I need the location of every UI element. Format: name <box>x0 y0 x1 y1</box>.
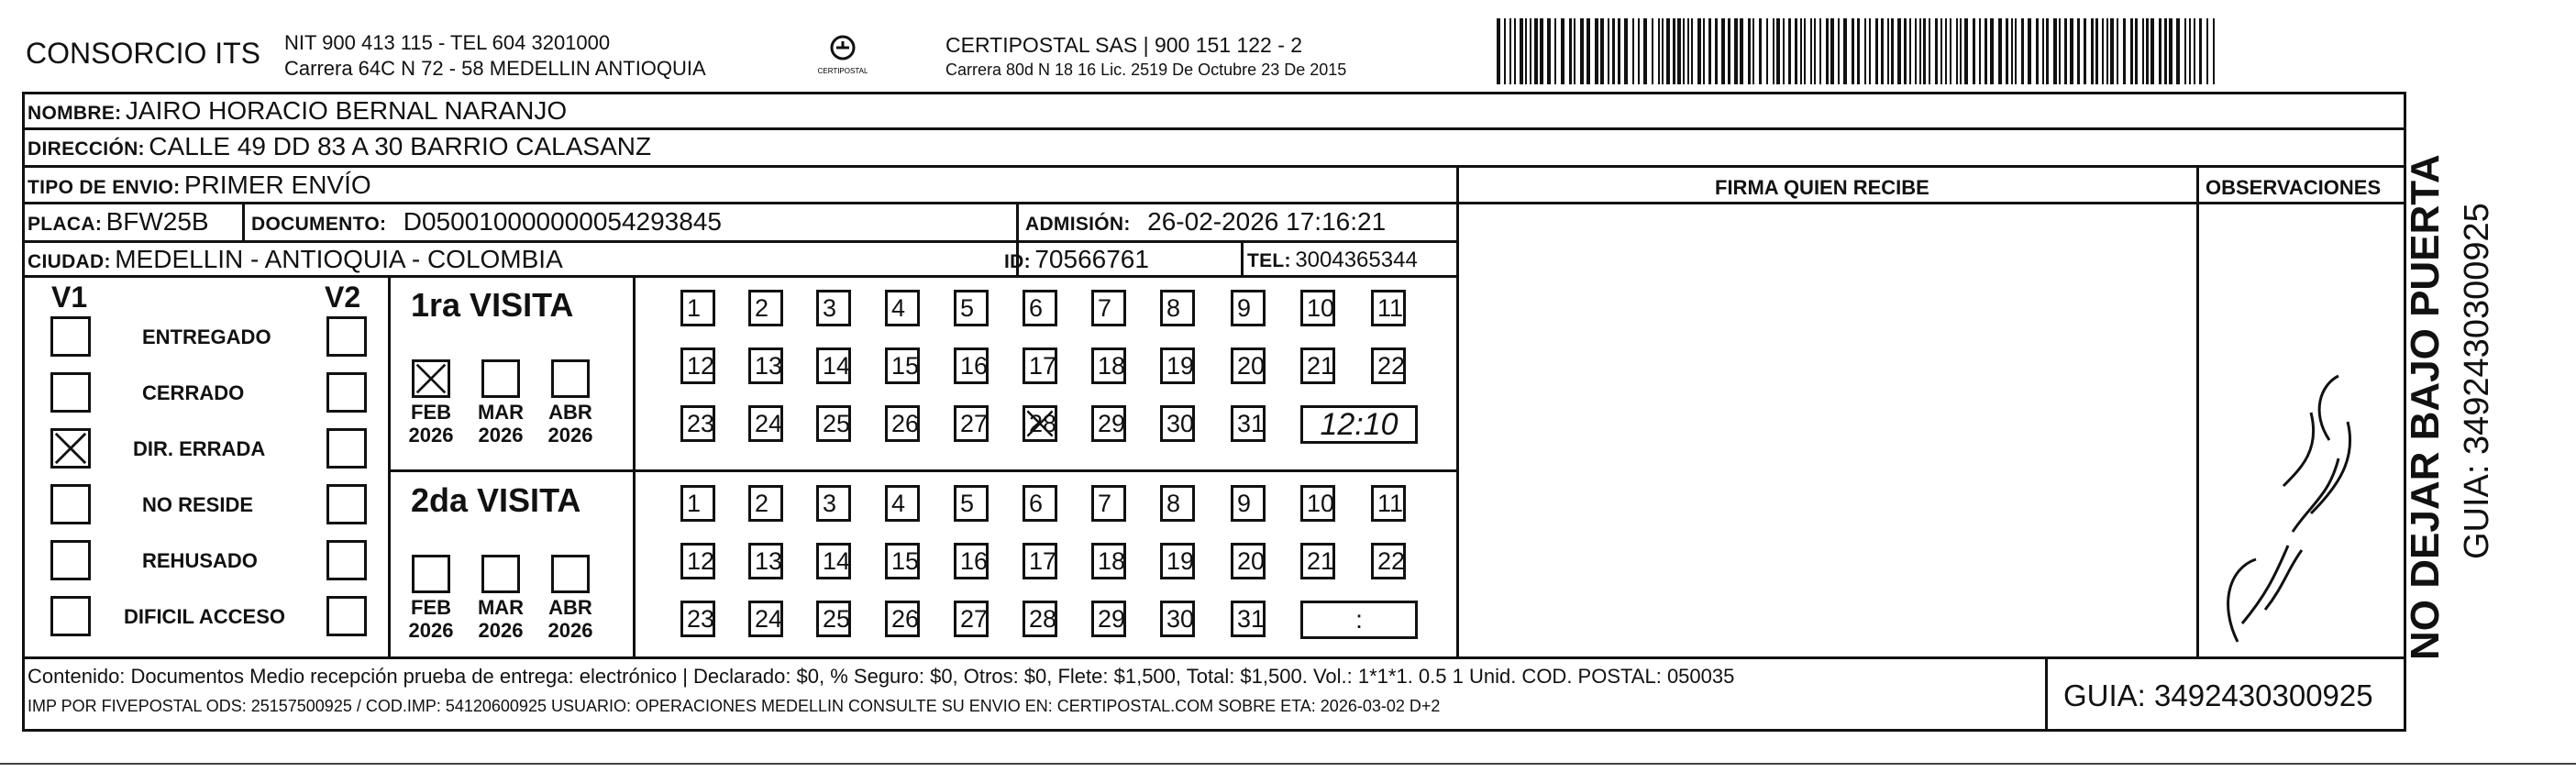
day-box[interactable]: 25 <box>816 405 851 442</box>
day-box[interactable]: 7 <box>1091 485 1126 522</box>
barcode-bar <box>1624 18 1628 84</box>
tipo-field <box>28 171 371 200</box>
tipo-value: PRIMER ENVÍO <box>183 171 371 199</box>
barcode-bar <box>2206 18 2208 84</box>
visit-time-field[interactable]: 12:10 <box>1300 405 1418 444</box>
barcode-bar <box>2064 18 2067 84</box>
barcode-bar <box>1514 18 1516 84</box>
barcode-bar <box>1838 18 1840 84</box>
barcode-bar <box>2194 18 2195 84</box>
barcode-bar <box>1748 18 1751 84</box>
month-label <box>541 596 600 642</box>
barcode-bar <box>1864 18 1866 84</box>
barcode-bar <box>1904 18 1907 84</box>
barcode-bar <box>1703 18 1705 84</box>
barcode-bar <box>1857 18 1860 84</box>
v1-checkbox[interactable] <box>50 540 91 580</box>
barcode-bar <box>1945 18 1947 84</box>
barcode-bar <box>1638 18 1640 84</box>
day-box[interactable]: 20 <box>1231 543 1266 579</box>
v1-checkbox[interactable] <box>50 316 91 357</box>
id-label: ID: <box>1004 251 1031 272</box>
barcode-bar <box>2046 18 2049 84</box>
day-box[interactable]: 12 <box>680 543 715 579</box>
barcode-bar <box>1652 18 1653 84</box>
day-box[interactable]: 17 <box>1023 543 1057 579</box>
barcode-bar <box>1677 18 1681 84</box>
barcode-bar <box>1540 18 1543 84</box>
direccion-label: DIRECCIÓN: <box>28 138 145 160</box>
barcode-bar <box>1715 18 1718 84</box>
barcode-bar <box>1909 18 1911 84</box>
barcode-bar <box>2164 18 2167 84</box>
barcode-bar <box>2042 18 2044 84</box>
day-box[interactable]: 13 <box>748 347 783 384</box>
row-divider <box>22 202 2406 204</box>
barcode-bar <box>1826 18 1829 84</box>
barcode-bar <box>2130 18 2133 84</box>
tel-value: 3004365344 <box>1295 248 1418 272</box>
side-guia: GUIA: 3492430300925 <box>2458 203 2496 559</box>
barcode-bar <box>1618 18 1620 84</box>
day-box[interactable]: 31 <box>1231 601 1266 637</box>
barcode-bar <box>1530 18 1531 84</box>
barcode-bar <box>1956 18 1958 84</box>
firma-header: FIRMA QUIEN RECIBE <box>1715 176 1929 199</box>
barcode-bar <box>1752 18 1754 84</box>
month-name: ABR <box>548 401 592 424</box>
barcode-bar <box>2150 18 2154 84</box>
barcode-bar <box>2077 18 2080 84</box>
day-box[interactable]: 5 <box>954 290 989 326</box>
day-box[interactable]: 1 <box>680 290 715 326</box>
day-box[interactable]: 3 <box>816 290 851 326</box>
v1-checkbox[interactable] <box>50 428 91 469</box>
row-divider <box>22 275 1459 278</box>
row-divider <box>22 127 2406 130</box>
carrier-name: CERTIPOSTAL SAS | 900 151 122 - 2 <box>945 33 1303 57</box>
v2-checkbox[interactable] <box>326 316 367 357</box>
day-box[interactable]: 4 <box>885 485 920 522</box>
month-name: ABR <box>548 596 592 619</box>
month-year: 2026 <box>478 424 524 447</box>
id-field <box>1004 245 1149 274</box>
day-box[interactable]: 7 <box>1091 290 1126 326</box>
status-option-label: REHUSADO <box>142 549 258 572</box>
firma-left-border <box>1456 165 1459 656</box>
day-box[interactable]: 20 <box>1231 347 1266 384</box>
direccion-field <box>28 132 651 161</box>
tel-divider <box>1241 240 1244 275</box>
barcode-bar <box>1643 18 1647 84</box>
barcode-bar <box>1666 18 1670 84</box>
month-name: MAR <box>477 401 525 424</box>
company-nit: NIT 900 413 115 - TEL 604 3201000 <box>284 31 611 54</box>
ciudad-value: MEDELLIN - ANTIOQUIA - COLOMBIA <box>115 245 563 273</box>
barcode-bar <box>1708 18 1711 84</box>
month-year: 2026 <box>547 619 593 642</box>
day-box[interactable]: 28 <box>1023 601 1057 637</box>
direccion-value: CALLE 49 DD 83 A 30 BARRIO CALASANZ <box>149 132 652 160</box>
barcode-bar <box>1795 18 1797 84</box>
placa-field <box>28 207 209 237</box>
month-label <box>471 401 530 447</box>
day-box[interactable]: 24 <box>748 601 783 637</box>
tel-field <box>1247 248 1418 273</box>
month-checkbox[interactable] <box>551 359 590 398</box>
months-divider <box>633 275 636 656</box>
day-box[interactable]: 14 <box>816 347 851 384</box>
barcode-bar <box>1547 18 1551 84</box>
visit-time-field[interactable]: : <box>1300 601 1418 639</box>
documento-label: DOCUMENTO: <box>251 214 387 235</box>
day-box[interactable]: 19 <box>1160 543 1195 579</box>
barcode-bar <box>1658 18 1660 84</box>
day-box[interactable]: 27 <box>954 405 989 442</box>
documento-field <box>251 207 722 237</box>
barcode-bar <box>1759 18 1762 84</box>
v2-checkbox[interactable] <box>326 484 367 524</box>
ciudad-label: CIUDAD: <box>28 251 111 272</box>
month-label <box>541 401 600 447</box>
footer-contenido: Contenido: Documentos Medio recepción prueba de entrega: electrónico | Declarado: $0, % Seguro: $0, Otros: $0, Flete: $1,500, Total: $1,500. Vol.: 1*1*1. 0.5 1 Unid. COD. POSTAL: 050035 <box>28 665 1735 688</box>
barcode-bar <box>1776 18 1780 84</box>
barcode-bar <box>1950 18 1951 84</box>
barcode-bar <box>1766 18 1768 84</box>
barcode-bar <box>1897 18 1901 84</box>
check-mark-icon <box>415 362 448 395</box>
v2-checkbox[interactable] <box>326 428 367 469</box>
day-box[interactable]: 17 <box>1023 347 1057 384</box>
row-divider <box>22 165 2406 168</box>
barcode-bar <box>2123 18 2126 84</box>
month-year: 2026 <box>408 619 454 642</box>
barcode-bar <box>1734 18 1738 84</box>
barcode-bar <box>1814 18 1816 84</box>
barcode-bar <box>2102 18 2104 84</box>
barcode-bar <box>2213 18 2215 84</box>
day-box[interactable]: 11 <box>1371 290 1406 326</box>
day-box[interactable]: 30 <box>1160 405 1195 442</box>
visit-title: 1ra VISITA <box>411 286 574 324</box>
nombre-field <box>28 96 567 126</box>
barcode-bar <box>1979 18 1981 84</box>
month-checkbox[interactable] <box>481 555 520 593</box>
barcode-bar <box>1497 18 1500 84</box>
svg-text:CERTIPOSTAL: CERTIPOSTAL <box>817 67 868 75</box>
barcode-bar <box>2028 18 2031 84</box>
v2-checkbox[interactable] <box>326 596 367 636</box>
barcode-bar <box>1525 18 1527 84</box>
barcode-bar <box>2006 18 2008 84</box>
day-box[interactable]: 27 <box>954 601 989 637</box>
day-box[interactable]: 22 <box>1371 347 1406 384</box>
barcode-bar <box>2189 18 2191 84</box>
day-box[interactable]: 16 <box>954 543 989 579</box>
barcode <box>1495 18 2228 84</box>
barcode-bar <box>1783 18 1785 84</box>
v2-checkbox[interactable] <box>326 372 367 413</box>
day-box[interactable]: 16 <box>954 347 989 384</box>
barcode-bar <box>2199 18 2202 84</box>
barcode-bar <box>1852 18 1854 84</box>
day-box[interactable]: 10 <box>1300 485 1335 522</box>
barcode-bar <box>1875 18 1878 84</box>
barcode-bar <box>1569 18 1572 84</box>
barcode-bar <box>1520 18 1523 84</box>
barcode-bar <box>1509 18 1511 84</box>
barcode-bar <box>1574 18 1575 84</box>
barcode-bar <box>1929 18 1930 84</box>
day-box[interactable]: 2 <box>748 290 783 326</box>
barcode-bar <box>2106 18 2108 84</box>
day-box[interactable]: 18 <box>1091 347 1126 384</box>
guia-box-divider <box>2045 656 2048 732</box>
admision-field <box>1025 207 1386 237</box>
status-option-label: CERRADO <box>142 381 245 404</box>
barcode-bar <box>1740 18 1743 84</box>
barcode-bar <box>2021 18 2024 84</box>
ciudad-field <box>28 245 563 274</box>
day-box[interactable]: 15 <box>885 347 920 384</box>
day-box[interactable]: 22 <box>1371 543 1406 579</box>
barcode-bar <box>2015 18 2017 84</box>
day-box[interactable]: 18 <box>1091 543 1126 579</box>
barcode-bar <box>1728 18 1730 84</box>
day-box[interactable]: 25 <box>816 601 851 637</box>
barcode-bar <box>1580 18 1584 84</box>
day-box[interactable]: 5 <box>954 485 989 522</box>
visit-divider <box>388 469 1459 472</box>
day-box[interactable]: 1 <box>680 485 715 522</box>
barcode-bar <box>2053 18 2057 84</box>
documento-value: D050010000000054293845 <box>403 207 722 236</box>
barcode-bar <box>1608 18 1609 84</box>
barcode-bar <box>2176 18 2180 84</box>
placa-value: BFW25B <box>105 207 209 236</box>
status-divider <box>388 275 391 656</box>
day-box[interactable]: 21 <box>1300 347 1335 384</box>
barcode-bar <box>1915 18 1917 84</box>
barcode-bar <box>1887 18 1889 84</box>
barcode-bar <box>1869 18 1871 84</box>
v1-checkbox[interactable] <box>50 372 91 413</box>
barcode-bar <box>1561 18 1564 84</box>
v2-checkbox[interactable] <box>326 540 367 580</box>
day-box[interactable]: 23 <box>680 601 715 637</box>
month-year: 2026 <box>547 424 593 447</box>
day-box[interactable]: 24 <box>748 405 783 442</box>
status-option-label: ENTREGADO <box>142 325 271 348</box>
side-warning: NO DEJAR BAJO PUERTA <box>2403 154 2448 660</box>
barcode-bar <box>1534 18 1538 84</box>
barcode-bar <box>1587 18 1590 84</box>
barcode-bar <box>1940 18 1942 84</box>
barcode-bar <box>1595 18 1598 84</box>
barcode-bar <box>2142 18 2144 84</box>
month-checkbox[interactable] <box>551 555 590 593</box>
barcode-bar <box>1612 18 1615 84</box>
page-bottom-edge <box>0 763 2576 765</box>
status-option-label: DIFICIL ACCESO <box>124 605 286 628</box>
barcode-bar <box>2117 18 2118 84</box>
barcode-bar <box>2159 18 2161 84</box>
barcode-bar <box>1697 18 1701 84</box>
v1-checkbox[interactable] <box>50 596 91 636</box>
day-box[interactable]: 26 <box>885 405 920 442</box>
day-box[interactable]: 6 <box>1023 485 1057 522</box>
barcode-bar <box>1554 18 1556 84</box>
barcode-bar <box>1691 18 1693 84</box>
day-box[interactable]: 13 <box>748 543 783 579</box>
day-box[interactable]: 29 <box>1091 601 1126 637</box>
barcode-bar <box>2091 18 2094 84</box>
barcode-bar <box>1632 18 1634 84</box>
status-option-label: NO RESIDE <box>142 493 254 516</box>
day-box[interactable]: 6 <box>1023 290 1057 326</box>
placa-label: PLACA: <box>28 214 103 235</box>
month-year: 2026 <box>408 424 454 447</box>
observaciones-left-border <box>2196 165 2199 656</box>
month-year: 2026 <box>478 619 524 642</box>
barcode-bar <box>1843 18 1847 84</box>
month-checkbox[interactable] <box>481 359 520 398</box>
day-box[interactable]: 26 <box>885 601 920 637</box>
barcode-bar <box>1830 18 1834 84</box>
barcode-bar <box>2011 18 2013 84</box>
barcode-bar <box>1891 18 1894 84</box>
barcode-bar <box>1990 18 1994 84</box>
check-mark-icon <box>1025 408 1055 439</box>
barcode-bar <box>1662 18 1664 84</box>
barcode-bar <box>1881 18 1884 84</box>
day-box[interactable]: 9 <box>1231 290 1266 326</box>
barcode-bar <box>2059 18 2061 84</box>
day-box[interactable]: 3 <box>816 485 851 522</box>
visit-title: 2da VISITA <box>411 481 581 519</box>
day-box[interactable]: 10 <box>1300 290 1335 326</box>
barcode-bar <box>2135 18 2138 84</box>
day-box[interactable]: 12 <box>680 347 715 384</box>
barcode-bar <box>1600 18 1604 84</box>
month-label <box>471 596 530 642</box>
barcode-bar <box>1673 18 1675 84</box>
barcode-bar <box>2169 18 2172 84</box>
barcode-bar <box>1819 18 1821 84</box>
barcode-bar <box>2070 18 2073 84</box>
day-box[interactable]: 14 <box>816 543 851 579</box>
barcode-bar <box>1923 18 1926 84</box>
month-label <box>402 596 460 642</box>
day-box[interactable]: 19 <box>1160 347 1195 384</box>
form-bottom-border <box>22 729 2406 732</box>
month-checkbox[interactable] <box>412 555 450 593</box>
barcode-bar <box>2095 18 2098 84</box>
placa-divider <box>242 202 245 240</box>
observaciones-header: OBSERVACIONES <box>2206 176 2382 199</box>
barcode-bar <box>2184 18 2186 84</box>
v2-label: V2 <box>325 281 361 314</box>
day-box[interactable]: 28 <box>1023 405 1057 442</box>
barcode-bar <box>1998 18 2002 84</box>
barcode-bar <box>1504 18 1506 84</box>
barcode-bar <box>1800 18 1802 84</box>
status-option-label: DIR. ERRADA <box>133 437 266 460</box>
certipostal-logo <box>811 29 875 84</box>
carrier-address: Carrera 80d N 18 16 Lic. 2519 De Octubre 23 De 2015 <box>945 61 1347 79</box>
barcode-bar <box>2110 18 2114 84</box>
barcode-bar <box>1960 18 1962 84</box>
footer-guia: GUIA: 3492430300925 <box>2063 678 2373 712</box>
nombre-label: NOMBRE: <box>28 103 122 124</box>
day-box[interactable]: 30 <box>1160 601 1195 637</box>
admision-value: 26-02-2026 17:16:21 <box>1147 207 1387 236</box>
day-box[interactable]: 15 <box>885 543 920 579</box>
month-name: FEB <box>411 401 451 424</box>
admision-label: ADMISIÓN: <box>1025 214 1131 235</box>
v1-checkbox[interactable] <box>50 484 91 524</box>
month-name: FEB <box>411 596 451 619</box>
barcode-bar <box>1721 18 1725 84</box>
day-box[interactable]: 21 <box>1300 543 1335 579</box>
day-box[interactable]: 11 <box>1371 485 1406 522</box>
footer-divider <box>22 656 2406 659</box>
barcode-bar <box>2146 18 2149 84</box>
company-name: CONSORCIO ITS <box>26 37 261 70</box>
barcode-bar <box>1935 18 1938 84</box>
barcode-bar <box>1919 18 1921 84</box>
recipient-signature <box>2201 348 2366 651</box>
month-checkbox[interactable] <box>412 359 450 398</box>
barcode-bar <box>1973 18 1975 84</box>
form-left-border <box>22 92 25 732</box>
check-mark-icon <box>53 431 88 466</box>
tel-label: TEL: <box>1247 250 1291 271</box>
day-box[interactable]: 2 <box>748 485 783 522</box>
barcode-bar <box>1804 18 1806 84</box>
barcode-bar <box>1964 18 1968 84</box>
footer-imp: IMP POR FIVEPOSTAL ODS: 25157500925 / COD.IMP: 54120600925 USUARIO: OPERACIONES MEDELLIN CONSULTE SU ENVIO EN: CERTIPOSTAL.COM SOBRE ETA: 2026-03-02 D+2 <box>28 697 1441 715</box>
day-box[interactable]: 4 <box>885 290 920 326</box>
day-box[interactable]: 8 <box>1160 485 1195 522</box>
barcode-bar <box>1788 18 1791 84</box>
barcode-bar <box>1810 18 1812 84</box>
barcode-bar <box>2084 18 2086 84</box>
day-box[interactable]: 9 <box>1231 485 1266 522</box>
barcode-bar <box>1773 18 1774 84</box>
tipo-label: TIPO DE ENVIO: <box>28 177 181 198</box>
month-label <box>402 401 460 447</box>
day-box[interactable]: 23 <box>680 405 715 442</box>
month-name: MAR <box>477 596 525 619</box>
company-address: Carrera 64C N 72 - 58 MEDELLIN ANTIOQUIA <box>284 57 706 80</box>
day-box[interactable]: 31 <box>1231 405 1266 442</box>
nombre-value: JAIRO HORACIO BERNAL NARANJO <box>125 96 568 125</box>
barcode-bar <box>1687 18 1689 84</box>
id-value: 70566761 <box>1034 245 1149 273</box>
v1-label: V1 <box>51 281 88 314</box>
barcode-bar <box>1985 18 1987 84</box>
form-outer-border <box>22 92 2406 94</box>
barcode-bar <box>2036 18 2039 84</box>
day-box[interactable]: 29 <box>1091 405 1126 442</box>
day-box[interactable]: 8 <box>1160 290 1195 326</box>
barcode-bar <box>1683 18 1685 84</box>
